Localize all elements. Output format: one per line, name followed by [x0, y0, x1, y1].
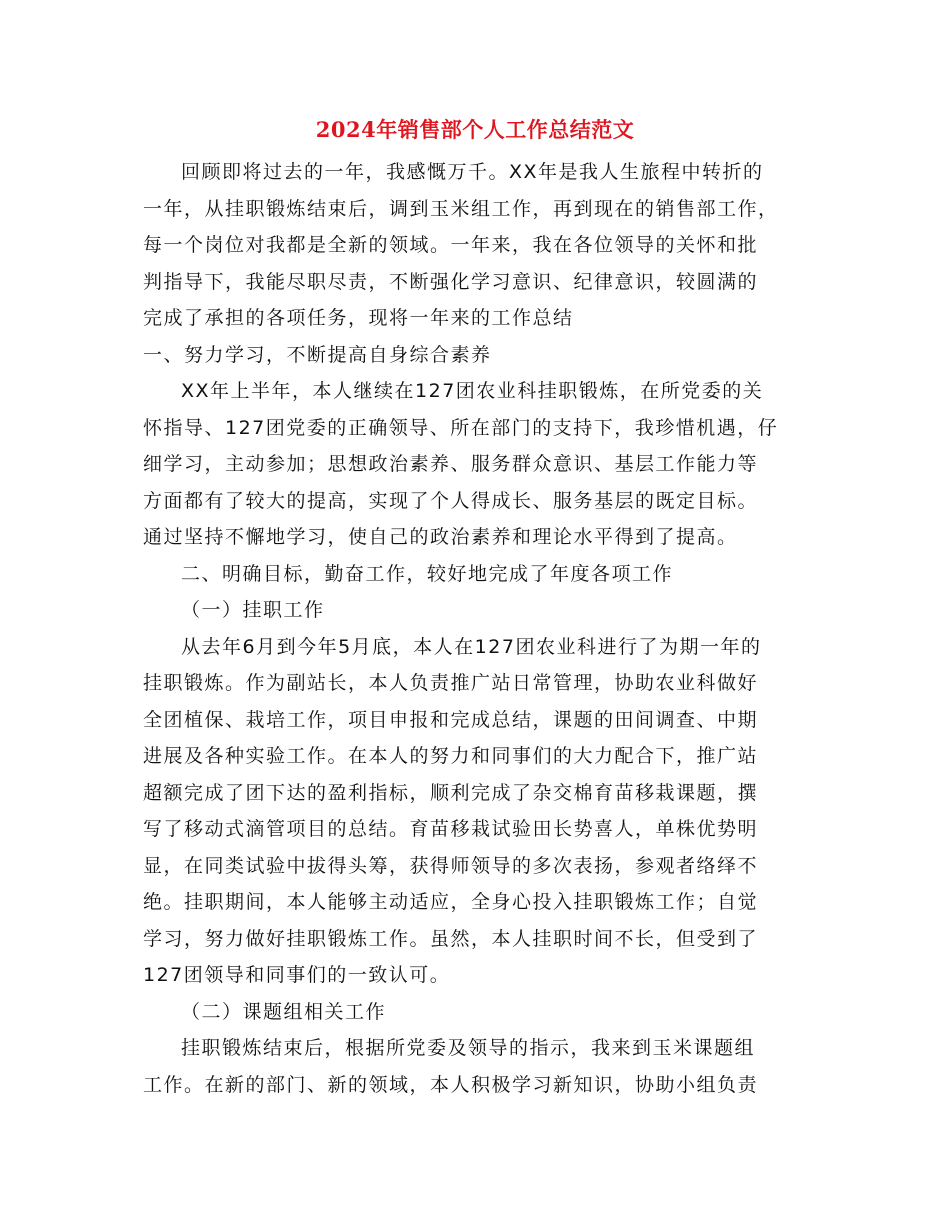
text-line: 细学习，主动参加；思想政治素养、服务群众意识、基层工作能力等 [143, 453, 759, 475]
text-line: 学习，努力做好挂职锻炼工作。虽然，本人挂职时间不长，但受到了 [143, 927, 759, 950]
text-line: （二）课题组相关工作 [181, 1000, 387, 1023]
text-line: XX年上半年，本人继续在127团农业科挂职锻炼，在所党委的关 [181, 380, 764, 402]
text-line: 挂职锻炼。作为副站长，本人负责推广站日常管理，协助农业科做好 [143, 672, 759, 694]
paragraph [143, 994, 813, 1031]
document-body [143, 154, 813, 1103]
text-line: 方面都有了较大的提高，实现了个人得成长、服务基层的既定目标。 [143, 489, 759, 512]
text-line: 一年，从挂职锻炼结束后，调到玉米组工作，再到现在的销售部工作， [143, 197, 779, 220]
text-line: 显，在同类试验中拔得头筹，获得师领导的多次表扬，参观者络绎不 [143, 854, 759, 877]
paragraph [143, 154, 813, 337]
paragraph [143, 592, 813, 629]
paragraph [143, 337, 813, 374]
text-line: 绝。挂职期间，本人能够主动适应，全身心投入挂职锻炼工作；自觉 [143, 891, 759, 913]
text-line: 完成了承担的各项任务，现将一年来的工作总结 [143, 307, 574, 329]
text-line: 工作。在新的部门、新的领域，本人积极学习新知识，协助小组负责 [143, 1073, 759, 1096]
text-line: 写了移动式滴管项目的总结。育苗移栽试验田长势喜人，单株优势明 [143, 818, 759, 840]
paragraph [143, 1030, 813, 1103]
text-line: 从去年6月到今年5月底，本人在127团农业科进行了为期一年的 [181, 635, 762, 658]
text-line: 一、努力学习，不断提高自身综合素养 [143, 343, 492, 366]
text-line: 二、明确目标，勤奋工作，较好地完成了年度各项工作 [181, 562, 674, 585]
document-title: 2024年销售部个人工作总结范文 [315, 117, 635, 142]
paragraph [143, 629, 813, 994]
text-line: 127团领导和同事们的一致认可。 [143, 964, 451, 986]
text-line: （一）挂职工作 [181, 599, 325, 621]
text-line: 每一个岗位对我都是全新的领域。一年来，我在各位领导的关怀和批 [143, 234, 759, 256]
text-line: 怀指导、127团党委的正确领导、所在部门的支持下，我珍惜机遇，仔 [143, 416, 779, 439]
text-line: 超额完成了团下达的盈利指标，顺利完成了杂交棉育苗移栽课题，撰 [143, 781, 759, 804]
text-line: 回顾即将过去的一年，我感慨万千。XX年是我人生旅程中转折的 [181, 161, 764, 183]
text-line: 挂职锻炼结束后，根据所党委及领导的指示，我来到玉米课题组 [181, 1037, 756, 1059]
text-line: 通过坚持不懈地学习，使自己的政治素养和理论水平得到了提高。 [143, 526, 738, 548]
paragraph [143, 556, 813, 593]
paragraph [143, 373, 813, 556]
text-line: 进展及各种实验工作。在本人的努力和同事们的大力配合下，推广站 [143, 745, 759, 767]
text-line: 判指导下，我能尽职尽责，不断强化学习意识、纪律意识，较圆满的 [143, 270, 759, 293]
text-line: 全团植保、栽培工作，项目申报和完成总结，课题的田间调查、中期 [143, 708, 759, 731]
